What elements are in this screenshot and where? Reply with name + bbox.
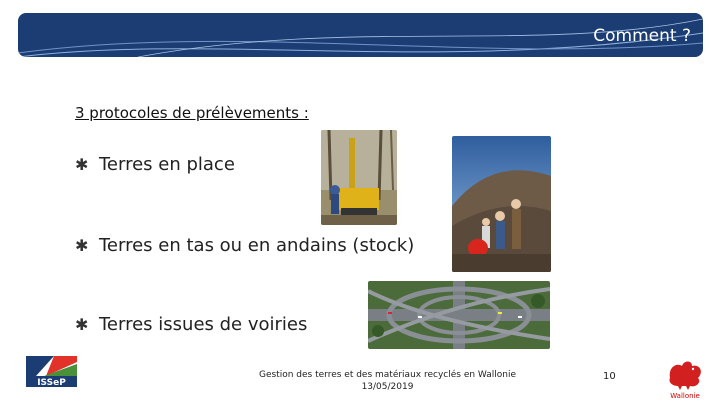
- photo-highway-interchange: [368, 281, 550, 349]
- footer-caption: [255, 369, 520, 393]
- footer-caption-line1: Gestion des terres et des matériaux recyclés en Wallonie: [258, 370, 517, 380]
- bullet-label: Terres issues de voiries: [99, 314, 308, 335]
- page-number: 10: [603, 371, 616, 382]
- photo-drilling-rig: [321, 130, 397, 225]
- footer-date: 13/05/2019: [361, 382, 414, 392]
- bullet-item-terres-voiries: [75, 314, 307, 335]
- issep-logo-text: ISSeP: [37, 378, 66, 388]
- section-title: 3 protocoles de prélèvements :: [75, 104, 309, 122]
- asterisk-icon: ✱: [75, 155, 89, 174]
- header-banner: [18, 13, 703, 57]
- bullet-label: Terres en place: [99, 154, 235, 175]
- bullet-item-terres-en-place: [75, 154, 235, 175]
- header-title: Comment ?: [593, 26, 691, 46]
- bullet-label: Terres en tas ou en andains (stock): [99, 235, 415, 256]
- asterisk-icon: ✱: [75, 236, 89, 255]
- bullet-item-terres-en-tas: [75, 235, 414, 256]
- wallonie-rooster-logo: [662, 358, 708, 400]
- photo-soil-stockpile: [452, 136, 551, 272]
- asterisk-icon: ✱: [75, 315, 89, 334]
- wallonie-label: Wallonie: [670, 392, 700, 400]
- issep-logo: [24, 354, 79, 388]
